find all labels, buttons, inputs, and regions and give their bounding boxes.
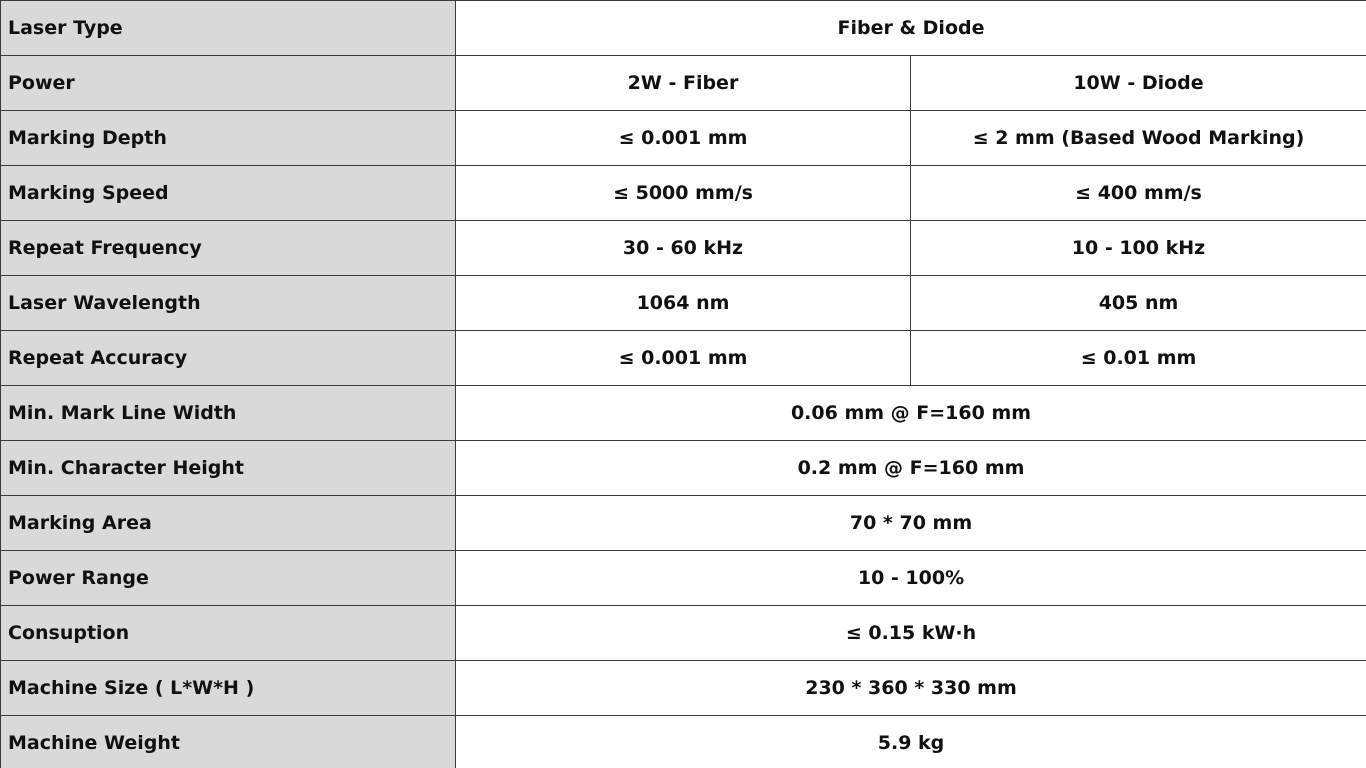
- table-row-repeat-accuracy: [1, 331, 1366, 386]
- diode-value: 405 nm: [911, 276, 1366, 331]
- row-value: 0.2 mm @ F=160 mm: [456, 441, 1366, 496]
- table-row-min-character-height: [1, 441, 1366, 496]
- table-row-laser-type: [1, 1, 1366, 56]
- table-row-machine-size: [1, 661, 1366, 716]
- row-label: Repeat Accuracy: [1, 331, 456, 386]
- row-label: Marking Depth: [1, 111, 456, 166]
- row-label: Repeat Frequency: [1, 221, 456, 276]
- row-label: Laser Wavelength: [1, 276, 456, 331]
- fiber-value: 30 - 60 kHz: [456, 221, 911, 276]
- row-value: Fiber & Diode: [456, 1, 1366, 56]
- diode-value: ≤ 400 mm/s: [911, 166, 1366, 221]
- fiber-value: ≤ 5000 mm/s: [456, 166, 911, 221]
- table-row-laser-wavelength: [1, 276, 1366, 331]
- row-value: 230 * 360 * 330 mm: [456, 661, 1366, 716]
- table-row-marking-area: [1, 496, 1366, 551]
- fiber-value: 1064 nm: [456, 276, 911, 331]
- row-label: Min. Mark Line Width: [1, 386, 456, 441]
- table-row-repeat-frequency: [1, 221, 1366, 276]
- row-label: Marking Speed: [1, 166, 456, 221]
- row-value: 0.06 mm @ F=160 mm: [456, 386, 1366, 441]
- table-row-machine-weight: [1, 716, 1366, 768]
- row-label: Consuption: [1, 606, 456, 661]
- table-row-marking-depth: [1, 111, 1366, 166]
- row-label: Min. Character Height: [1, 441, 456, 496]
- fiber-value: ≤ 0.001 mm: [456, 331, 911, 386]
- table-row-power-range: [1, 551, 1366, 606]
- row-value: 5.9 kg: [456, 716, 1366, 768]
- diode-value: 10 - 100 kHz: [911, 221, 1366, 276]
- row-label: Power: [1, 56, 456, 111]
- diode-value: ≤ 2 mm (Based Wood Marking): [911, 111, 1366, 166]
- row-value: 70 * 70 mm: [456, 496, 1366, 551]
- row-label: Power Range: [1, 551, 456, 606]
- row-label: Marking Area: [1, 496, 456, 551]
- fiber-value: 2W - Fiber: [456, 56, 911, 111]
- row-label: Machine Size ( L*W*H ): [1, 661, 456, 716]
- table-row-consuption: [1, 606, 1366, 661]
- row-value: 10 - 100%: [456, 551, 1366, 606]
- fiber-value: ≤ 0.001 mm: [456, 111, 911, 166]
- row-label: Machine Weight: [1, 716, 456, 768]
- diode-value: 10W - Diode: [911, 56, 1366, 111]
- row-label: Laser Type: [1, 1, 456, 56]
- diode-value: ≤ 0.01 mm: [911, 331, 1366, 386]
- table-row-min-mark-line-width: [1, 386, 1366, 441]
- table-row-power: [1, 56, 1366, 111]
- row-value: ≤ 0.15 kW·h: [456, 606, 1366, 661]
- table-row-marking-speed: [1, 166, 1366, 221]
